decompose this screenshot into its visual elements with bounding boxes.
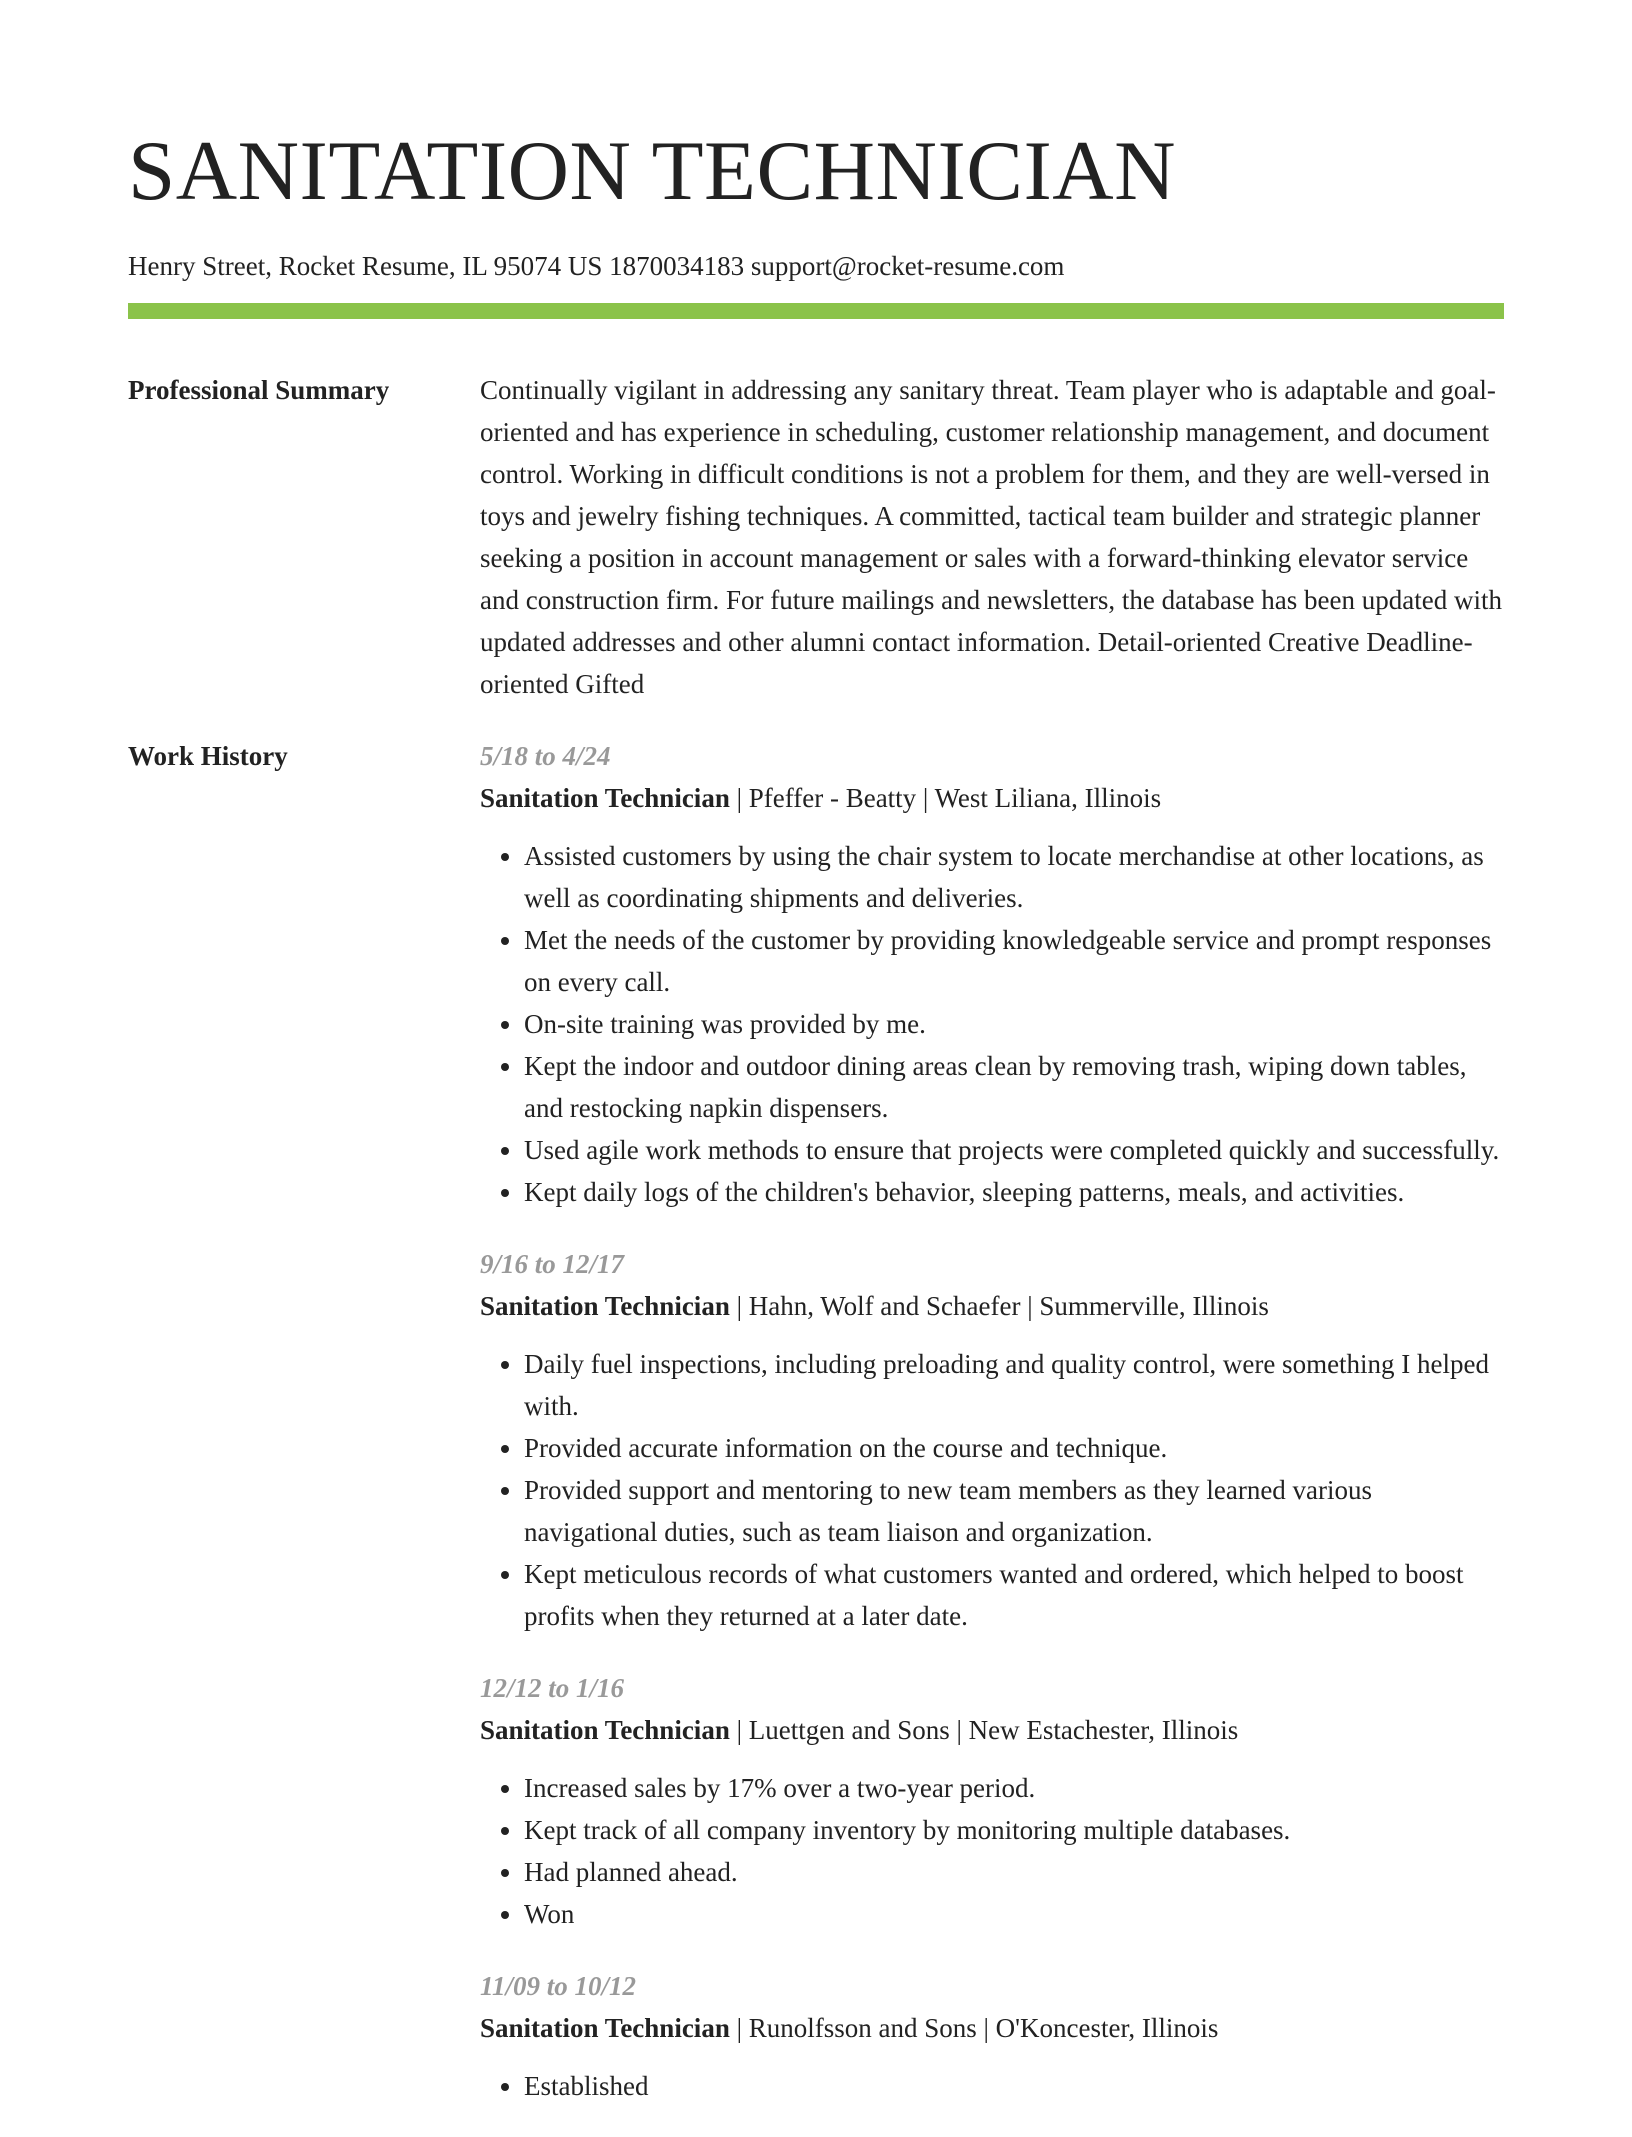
job-bullet: • Assisted customers by using the chair system to locate merchandise at other locations, as well as coordinating shipments and deliveries. bbox=[524, 835, 1504, 919]
job-bullet: • Kept meticulous records of what customers wanted and ordered, which helped to boost profits when they returned at a later date. bbox=[524, 1553, 1504, 1637]
job-dates: 11/09 to 10/12 bbox=[480, 1971, 637, 2001]
job-heading bbox=[480, 2007, 1504, 2049]
job-bullets bbox=[480, 835, 1504, 1213]
job-bullet: • Met the needs of the customer by providing knowledgeable service and prompt responses on every call. bbox=[524, 919, 1504, 1003]
job-entry bbox=[480, 1965, 1504, 2107]
job-title: Sanitation Technician bbox=[480, 1715, 730, 1745]
job-dates: 12/12 to 1/16 bbox=[480, 1673, 625, 1703]
job-dates: 9/16 to 12/17 bbox=[480, 1249, 625, 1279]
job-title: Sanitation Technician bbox=[480, 783, 730, 813]
resume-page bbox=[128, 0, 1504, 2137]
job-details: | Pfeffer - Beatty | West Liliana, Illinois bbox=[729, 783, 1162, 813]
resume-title: SANITATION TECHNICIAN bbox=[128, 124, 1177, 218]
job-bullet: • On-site training was provided by me. bbox=[524, 1003, 1504, 1045]
job-heading bbox=[480, 1709, 1504, 1751]
job-details: | Luettgen and Sons | New Estachester, Illinois bbox=[729, 1715, 1239, 1745]
job-bullet: • Won bbox=[524, 1893, 1504, 1935]
job-bullet: • Provided accurate information on the course and technique. bbox=[524, 1427, 1504, 1469]
work-history-heading: Work History bbox=[128, 741, 288, 771]
job-entry bbox=[480, 735, 1504, 1213]
job-bullet: • Kept track of all company inventory by monitoring multiple databases. bbox=[524, 1809, 1504, 1851]
job-dates: 5/18 to 4/24 bbox=[480, 741, 611, 771]
job-bullets bbox=[480, 2065, 1504, 2107]
job-bullet: • Used agile work methods to ensure that projects were completed quickly and successfully. bbox=[524, 1129, 1504, 1171]
job-bullet: • Provided support and mentoring to new team members as they learned various navigational duties, such as team liaison and organization. bbox=[524, 1469, 1504, 1553]
job-bullet: • Established bbox=[524, 2065, 1504, 2107]
job-heading bbox=[480, 1285, 1504, 1327]
summary-heading: Professional Summary bbox=[128, 375, 390, 405]
contact-line: Henry Street, Rocket Resume, IL 95074 US 1870034183 support@rocket-resume.com bbox=[128, 251, 1065, 281]
job-bullet: • Had planned ahead. bbox=[524, 1851, 1504, 1893]
job-bullet: • Kept the indoor and outdoor dining areas clean by removing trash, wiping down tables, and restocking napkin dispensers. bbox=[524, 1045, 1504, 1129]
header-divider bbox=[128, 303, 1504, 319]
job-details: | Runolfsson and Sons | O'Koncester, Illinois bbox=[729, 2013, 1219, 2043]
work-history-section bbox=[128, 735, 1504, 2137]
summary-section bbox=[128, 369, 1504, 705]
job-bullet: • Increased sales by 17% over a two-year period. bbox=[524, 1767, 1504, 1809]
job-bullet: • Daily fuel inspections, including preloading and quality control, were something I helped with. bbox=[524, 1343, 1504, 1427]
job-title: Sanitation Technician bbox=[480, 1291, 730, 1321]
job-bullets bbox=[480, 1767, 1504, 1935]
job-details: | Hahn, Wolf and Schaefer | Summerville, Illinois bbox=[729, 1291, 1269, 1321]
work-history-body bbox=[480, 735, 1504, 2137]
job-bullet: • Kept daily logs of the children's behavior, sleeping patterns, meals, and activities. bbox=[524, 1171, 1504, 1213]
summary-body bbox=[480, 369, 1504, 705]
job-heading bbox=[480, 777, 1504, 819]
job-bullets bbox=[480, 1343, 1504, 1637]
job-entry bbox=[480, 1667, 1504, 1935]
job-entry bbox=[480, 1243, 1504, 1637]
summary-text: Continually vigilant in addressing any sanitary threat. Team player who is adaptable and goal-oriented and has experience in scheduling, customer relationship management, and document control. Working in difficult conditions is not a problem for them, and they are well-versed in toys and jewelry fishing techniques. A committed, tactical team builder and strategic planner seeking a position in account management or sales with a forward-thinking elevator service and construction firm. For future mailings and newsletters, the database has been updated with updated addresses and other alumni contact information. Detail-oriented Creative Deadline-oriented Gifted bbox=[480, 375, 1502, 699]
job-title: Sanitation Technician bbox=[480, 2013, 730, 2043]
